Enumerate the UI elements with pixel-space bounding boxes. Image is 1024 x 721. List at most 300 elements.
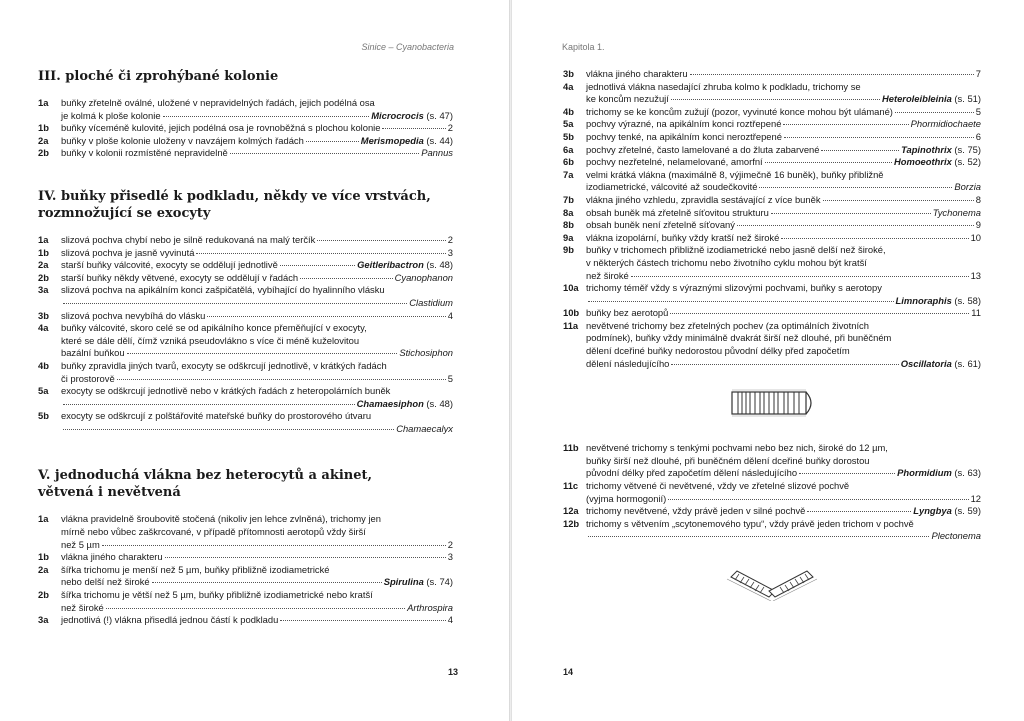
couplet-line: buňky širší než dlouhé, při buněčném dělení dceřiné buňky dorostou <box>586 454 870 466</box>
couplet-line: dělení dceřiné buňky nedorostou původní délky před započetím <box>586 345 850 357</box>
page-reference: (s. 47) <box>426 109 453 121</box>
couplet-last-line <box>586 295 981 308</box>
couplet-text <box>61 551 453 564</box>
key-entry <box>563 194 981 207</box>
couplet-last-line <box>61 423 453 436</box>
couplet-line: je kolmá k ploše kolonie <box>61 109 161 121</box>
key-couplets <box>38 97 453 160</box>
couplet-number: 11b <box>563 442 579 454</box>
couplet-line: buňky víceméně kulovité, jejich podélná osa je rovnoběžná s plochou kolonie <box>61 122 381 134</box>
couplet-target <box>931 530 981 543</box>
couplet-number: 12b <box>563 517 580 529</box>
leader-dots <box>207 316 445 317</box>
couplet-last-line <box>61 247 453 260</box>
couplet-target <box>901 144 981 157</box>
target-taxon: Clastidium <box>409 296 453 308</box>
target-taxon: Phormidiochaete <box>910 118 981 130</box>
couplet-number: 2b <box>38 589 49 601</box>
couplet-target <box>448 614 453 627</box>
target-taxon: 8 <box>975 193 981 205</box>
couplet-number: 1a <box>38 233 49 245</box>
couplet-target <box>894 156 981 169</box>
couplet-number: 11c <box>563 480 579 492</box>
target-taxon: Borzia <box>954 181 981 193</box>
couplet-number: 12a <box>563 505 579 517</box>
couplet-target <box>971 232 981 245</box>
couplet-line: trichomy s větvením „scytonemového typu“, vždy právě jeden trichom v pochvě <box>586 517 914 529</box>
couplet-line: exocyty se odškrcují jednotlivě nebo v krátkých řadách z heteropolárních buněk <box>61 385 391 397</box>
page-reference: (s. 74) <box>426 576 453 588</box>
key-entry <box>38 410 453 435</box>
leader-dots <box>671 99 880 100</box>
leader-dots <box>165 557 446 558</box>
target-taxon: 12 <box>970 492 981 504</box>
couplet-target <box>448 234 453 247</box>
key-entry <box>38 589 453 614</box>
couplet-line: slizová pochva nevybíhá do vlásku <box>61 309 206 321</box>
trichome-drawing-icon <box>728 386 816 420</box>
key-entry <box>563 442 981 480</box>
target-taxon: Phormidium <box>897 467 952 479</box>
couplet-line: slizová pochva chybí nebo je silně redukovaná na malý terčík <box>61 233 316 245</box>
couplet-line: nevětvené trichomy s tenkými pochvami nebo bez nich, široké do 12 µm, <box>586 442 888 454</box>
couplet-number: 10a <box>563 282 579 294</box>
couplet-number: 2a <box>38 259 49 271</box>
couplet-text <box>586 232 981 245</box>
leader-dots <box>588 301 894 302</box>
target-taxon: Tychonema <box>932 206 981 218</box>
key-entry <box>38 284 453 309</box>
leader-dots <box>300 278 393 279</box>
couplet-target <box>954 181 981 194</box>
couplet-target <box>976 68 981 81</box>
target-taxon: 5 <box>447 372 453 384</box>
target-taxon: 9 <box>975 219 981 231</box>
couplet-last-line <box>586 505 981 518</box>
couplet-line: vlákna jiného vzhledu, zpravidla sestávající z více buněk <box>586 193 821 205</box>
right-page-content <box>563 68 981 601</box>
key-entry <box>38 322 453 360</box>
couplet-number: 3a <box>38 284 49 296</box>
key-entry <box>563 106 981 119</box>
couplet-text <box>61 310 453 323</box>
target-taxon: Homoeothrix <box>893 156 952 168</box>
couplet-target <box>448 551 453 564</box>
leader-dots <box>737 225 974 226</box>
leader-dots <box>668 499 968 500</box>
couplet-last-line <box>61 398 453 411</box>
key-entry <box>38 122 453 135</box>
page-reference: (s. 44) <box>426 134 453 146</box>
couplet-number: 3b <box>563 68 574 79</box>
key-entry <box>563 207 981 220</box>
leader-dots <box>127 353 398 354</box>
couplet-line: buňky v kolonii rozmístěné nepravidelně <box>61 147 228 159</box>
target-taxon: Tapinothrix <box>901 143 952 155</box>
couplet-last-line <box>586 307 981 320</box>
couplet-last-line <box>61 576 453 589</box>
leader-dots <box>784 137 974 138</box>
couplet-target <box>976 194 981 207</box>
page-reference: (s. 52) <box>954 156 981 168</box>
leader-dots <box>117 379 446 380</box>
couplet-number: 8b <box>563 219 574 231</box>
couplet-number: 4b <box>38 359 49 371</box>
couplet-line: izodiametrické, válcovité až soudečkovité <box>586 181 758 193</box>
key-entry <box>563 320 981 370</box>
couplet-number: 2b <box>38 147 49 159</box>
leader-dots <box>230 153 419 154</box>
couplet-line: starší buňky někdy větvené, exocyty se oddělují v řadách <box>61 271 299 283</box>
couplet-text <box>61 284 453 309</box>
heading-line: rozmnožující se exocyty <box>38 205 211 221</box>
section-heading <box>38 68 453 85</box>
couplet-line: v některých částech trichomu nebo životního cyklu mohou být kratší <box>586 256 867 268</box>
couplet-last-line <box>586 93 981 106</box>
couplet-text <box>586 131 981 144</box>
key-entry <box>38 614 453 627</box>
couplet-target <box>448 247 453 260</box>
couplet-target <box>897 467 981 480</box>
couplet-target <box>371 110 453 123</box>
couplet-target <box>448 310 453 323</box>
plectonema-illustration <box>563 557 981 601</box>
couplet-last-line <box>61 551 453 564</box>
key-entry <box>563 81 981 106</box>
couplet-target <box>913 505 981 518</box>
couplet-last-line <box>586 131 981 144</box>
target-taxon: 5 <box>975 105 981 117</box>
couplet-number: 11a <box>563 319 579 331</box>
key-entry <box>563 169 981 194</box>
couplet-number: 3b <box>38 309 49 321</box>
couplet-text <box>61 259 453 272</box>
leader-dots <box>821 150 899 151</box>
couplet-text <box>61 564 453 589</box>
section-heading <box>38 188 453 222</box>
couplet-line: nebo delší než široké <box>61 576 150 588</box>
key-section <box>38 467 453 626</box>
key-entry <box>563 244 981 282</box>
leader-dots <box>799 473 895 474</box>
couplet-number: 8a <box>563 206 574 218</box>
couplet-target <box>357 398 453 411</box>
couplet-number: 1a <box>38 97 49 108</box>
couplet-target <box>896 295 981 308</box>
leader-dots <box>106 608 405 609</box>
leader-dots <box>631 276 969 277</box>
target-taxon: 2 <box>447 233 453 245</box>
couplet-number: 5a <box>38 385 49 397</box>
couplet-line: buňky v ploše kolonie uloženy v navzájem kolmých řadách <box>61 134 304 146</box>
couplet-target <box>971 307 981 320</box>
couplet-last-line <box>61 614 453 627</box>
leader-dots <box>771 213 931 214</box>
couplet-target <box>971 493 981 506</box>
couplet-line: trichomy téměř vždy s výraznými slizovými pochvami, buňky s aerotopy <box>586 282 882 294</box>
leader-dots <box>382 128 445 129</box>
couplet-text <box>586 480 981 505</box>
key-couplets <box>563 442 981 543</box>
target-taxon: 2 <box>447 122 453 134</box>
couplet-line: buňky válcovité, skoro celé se od apikálního konce přeměňující v exocyty, <box>61 322 367 334</box>
couplet-text <box>586 194 981 207</box>
couplet-text <box>586 518 981 543</box>
leader-dots <box>63 303 407 304</box>
couplet-last-line <box>61 297 453 310</box>
heading-line: III. ploché či zprohýbané kolonie <box>38 69 279 84</box>
couplet-last-line <box>61 259 453 272</box>
couplet-last-line <box>586 106 981 119</box>
couplet-text <box>61 322 453 360</box>
couplet-text <box>586 282 981 307</box>
key-entry <box>38 564 453 589</box>
couplet-line: než široké <box>61 601 104 613</box>
couplet-last-line <box>61 272 453 285</box>
couplet-target <box>409 297 453 310</box>
couplet-line: než 5 µm <box>61 538 100 550</box>
leader-dots <box>807 511 911 512</box>
leader-dots <box>781 238 968 239</box>
couplet-line: velmi krátká vlákna (maximálně 8, výjimečně 16 buněk), buňky přibližně <box>586 168 884 180</box>
couplet-last-line <box>586 68 981 81</box>
left-page-content <box>38 68 453 627</box>
couplet-line: trichomy větvené či nevětvené, vždy ve zřetelné slizové pochvě <box>586 480 850 492</box>
page-reference: (s. 59) <box>954 505 981 517</box>
couplet-text <box>61 122 453 135</box>
couplet-last-line <box>61 147 453 160</box>
couplet-last-line <box>61 310 453 323</box>
couplet-text <box>61 147 453 160</box>
target-taxon: Heteroleibleinia <box>881 93 952 105</box>
couplet-line: pochvy výrazné, na apikálním konci roztřepené <box>586 118 782 130</box>
leader-dots <box>588 536 929 537</box>
couplet-number: 7a <box>563 168 574 180</box>
couplet-number: 5b <box>38 410 49 422</box>
key-entry <box>38 97 453 122</box>
page-reference: (s. 75) <box>954 143 981 155</box>
couplet-line: slizová pochva na apikálním konci zašpičatělá, vybíhající do hyalinního vlásku <box>61 284 385 296</box>
couplet-last-line <box>586 530 981 543</box>
target-taxon: Cyanophanon <box>394 271 453 283</box>
couplet-text <box>61 135 453 148</box>
couplet-last-line <box>586 207 981 220</box>
target-taxon: 4 <box>447 614 453 626</box>
couplet-number: 4b <box>563 105 574 117</box>
target-taxon: Chamaecalyx <box>396 422 453 434</box>
couplet-text <box>61 272 453 285</box>
couplet-number: 3a <box>38 614 49 626</box>
couplet-text <box>61 360 453 385</box>
couplet-text <box>586 169 981 194</box>
couplet-number: 6a <box>563 143 574 155</box>
couplet-number: 1a <box>38 513 49 525</box>
couplet-text <box>586 320 981 370</box>
target-taxon: Pannus <box>421 147 453 159</box>
couplet-line: obsah buněk není zřetelně síťovaný <box>586 219 735 231</box>
couplet-number: 2b <box>38 271 49 283</box>
target-taxon: Geitleribactron <box>357 259 424 271</box>
couplet-last-line <box>586 270 981 283</box>
couplet-text <box>61 234 453 247</box>
key-entry <box>38 272 453 285</box>
couplet-line: slizová pochva je jasně vyvinutá <box>61 246 195 258</box>
target-taxon: 13 <box>970 269 981 281</box>
right-page <box>512 0 1024 721</box>
couplet-line: trichomy se ke koncům zužují (pozor, vyvinuté konce mohou být ulámané) <box>586 105 893 117</box>
couplet-text <box>586 207 981 220</box>
couplet-text <box>586 505 981 518</box>
target-taxon: 3 <box>447 246 453 258</box>
target-taxon: Arthrospira <box>407 601 453 613</box>
couplet-last-line <box>586 467 981 480</box>
key-entry <box>563 156 981 169</box>
page-number: 14 <box>563 667 574 677</box>
couplet-line: bazální buňkou <box>61 347 125 359</box>
couplet-line: než široké <box>586 269 629 281</box>
couplet-line: buňky v trichomech přibližně izodiametrické nebo jasně delší než široké, <box>586 244 886 256</box>
key-entry <box>38 247 453 260</box>
leader-dots <box>765 162 892 163</box>
couplet-number: 2a <box>38 563 49 575</box>
couplet-last-line <box>586 493 981 506</box>
leader-dots <box>280 265 355 266</box>
couplet-text <box>61 614 453 627</box>
page-reference: (s. 58) <box>954 294 981 306</box>
target-taxon: 4 <box>447 309 453 321</box>
couplet-text <box>586 156 981 169</box>
leader-dots <box>163 116 370 117</box>
couplet-number: 5b <box>563 130 574 142</box>
couplet-last-line <box>586 194 981 207</box>
couplet-number: 4a <box>38 322 49 334</box>
key-entry <box>563 505 981 518</box>
couplet-last-line <box>61 539 453 552</box>
couplet-text <box>61 513 453 551</box>
couplet-number: 1b <box>38 122 49 134</box>
key-section <box>38 68 453 160</box>
key-entry <box>563 480 981 505</box>
couplet-last-line <box>586 358 981 371</box>
heading-line: větvená i nevětvená <box>38 485 181 501</box>
couplet-text <box>586 244 981 282</box>
leader-dots <box>152 582 382 583</box>
couplet-target <box>399 347 453 360</box>
key-entry <box>563 518 981 543</box>
leader-dots <box>690 74 974 75</box>
couplet-number: 10b <box>563 307 580 319</box>
target-taxon: Plectonema <box>931 530 981 542</box>
couplet-line: dělení následujícího <box>586 357 670 369</box>
couplet-line: jednotlivá vlákna nasedající zhruba kolmo k podkladu, trichomy se <box>586 80 861 92</box>
couplet-target <box>911 118 981 131</box>
couplet-line: vlákna pravidelně šroubovitě stočená (nikoliv jen lehce zvlněná), trichomy jen <box>61 513 381 525</box>
couplet-text <box>61 385 453 410</box>
couplet-line: (vyjma hormogonií) <box>586 492 667 504</box>
couplet-line: vlákna izopolární, buňky vždy kratší než široké <box>586 231 780 243</box>
section-heading <box>38 467 453 501</box>
couplet-text <box>586 118 981 131</box>
couplet-line: trichomy nevětvené, vždy právě jeden v silné pochvě <box>586 505 806 517</box>
key-entry <box>38 385 453 410</box>
leader-dots <box>317 240 445 241</box>
target-taxon: Microcrocis <box>371 109 424 121</box>
key-entry <box>563 232 981 245</box>
couplet-target <box>421 147 453 160</box>
couplet-text <box>586 106 981 119</box>
couplet-last-line <box>586 232 981 245</box>
key-entry <box>38 135 453 148</box>
couplet-line: vlákna jiného charakteru <box>61 551 163 563</box>
running-head: Sinice – Cyanobacteria <box>361 42 454 52</box>
key-entry <box>38 234 453 247</box>
leader-dots <box>670 313 969 314</box>
couplet-last-line <box>61 234 453 247</box>
couplet-last-line <box>586 219 981 232</box>
couplet-number: 7b <box>563 193 574 205</box>
couplet-line: pochvy nezřetelné, nelamelované, amorfní <box>586 156 763 168</box>
couplet-number: 2a <box>38 134 49 146</box>
key-entry <box>563 219 981 232</box>
couplet-line: nevětvené trichomy bez zřetelných pochev (za optimálních životních <box>586 319 869 331</box>
couplet-line: buňky zřetelně oválné, uložené v nepravidelných řadách, jejich podélná osa <box>61 97 375 108</box>
couplet-target <box>396 423 453 436</box>
couplet-target <box>407 602 453 615</box>
target-taxon: 2 <box>447 538 453 550</box>
couplet-line: původní délky před započetím dělení následujícího <box>586 467 798 479</box>
left-page <box>0 0 510 721</box>
page-reference: (s. 48) <box>426 397 453 409</box>
couplet-last-line <box>61 122 453 135</box>
key-entry <box>563 282 981 307</box>
couplet-target <box>976 219 981 232</box>
target-taxon: Stichosiphon <box>399 347 453 359</box>
couplet-target <box>882 93 981 106</box>
couplet-target <box>357 259 453 272</box>
leader-dots <box>895 112 974 113</box>
target-taxon: Oscillatoria <box>900 357 952 369</box>
couplet-line: exocyty se odškrcují z polštářovité mateřské buňky do prostorového útvaru <box>61 410 372 422</box>
heading-line: IV. buňky přisedlé k podkladu, někdy ve více vrstvách, <box>38 188 431 204</box>
leader-dots <box>102 545 446 546</box>
couplet-line: které se dále dělí, čímž vzniká pseudovlákno s více či méně kuželovitou <box>61 334 360 346</box>
target-taxon: Merismopedia <box>360 134 424 146</box>
couplet-number: 4a <box>563 80 574 92</box>
couplet-text <box>61 589 453 614</box>
couplet-text <box>586 81 981 106</box>
couplet-last-line <box>586 181 981 194</box>
key-entry <box>563 68 981 81</box>
couplet-line: podmínek), buňky vždy minimálně dvakrát širší než dlouhé, při buněčném <box>586 332 892 344</box>
target-taxon: 6 <box>975 130 981 142</box>
couplet-line: šířka trichomu je menší než 5 µm, buňky přibližně izodiametrické <box>61 563 330 575</box>
key-entry <box>38 259 453 272</box>
couplet-line: či prostorově <box>61 372 115 384</box>
false-branching-drawing-icon <box>725 557 819 601</box>
target-taxon: Chamaesiphon <box>356 397 424 409</box>
couplet-target <box>448 373 453 386</box>
key-entry <box>38 147 453 160</box>
couplet-line: ke koncům nezužují <box>586 93 669 105</box>
couplet-last-line <box>61 347 453 360</box>
leader-dots <box>823 200 974 201</box>
key-entry <box>38 310 453 323</box>
key-entry <box>38 360 453 385</box>
leader-dots <box>306 141 359 142</box>
couplet-number: 1b <box>38 551 49 563</box>
couplet-text <box>61 97 453 122</box>
target-taxon: 3 <box>447 551 453 563</box>
